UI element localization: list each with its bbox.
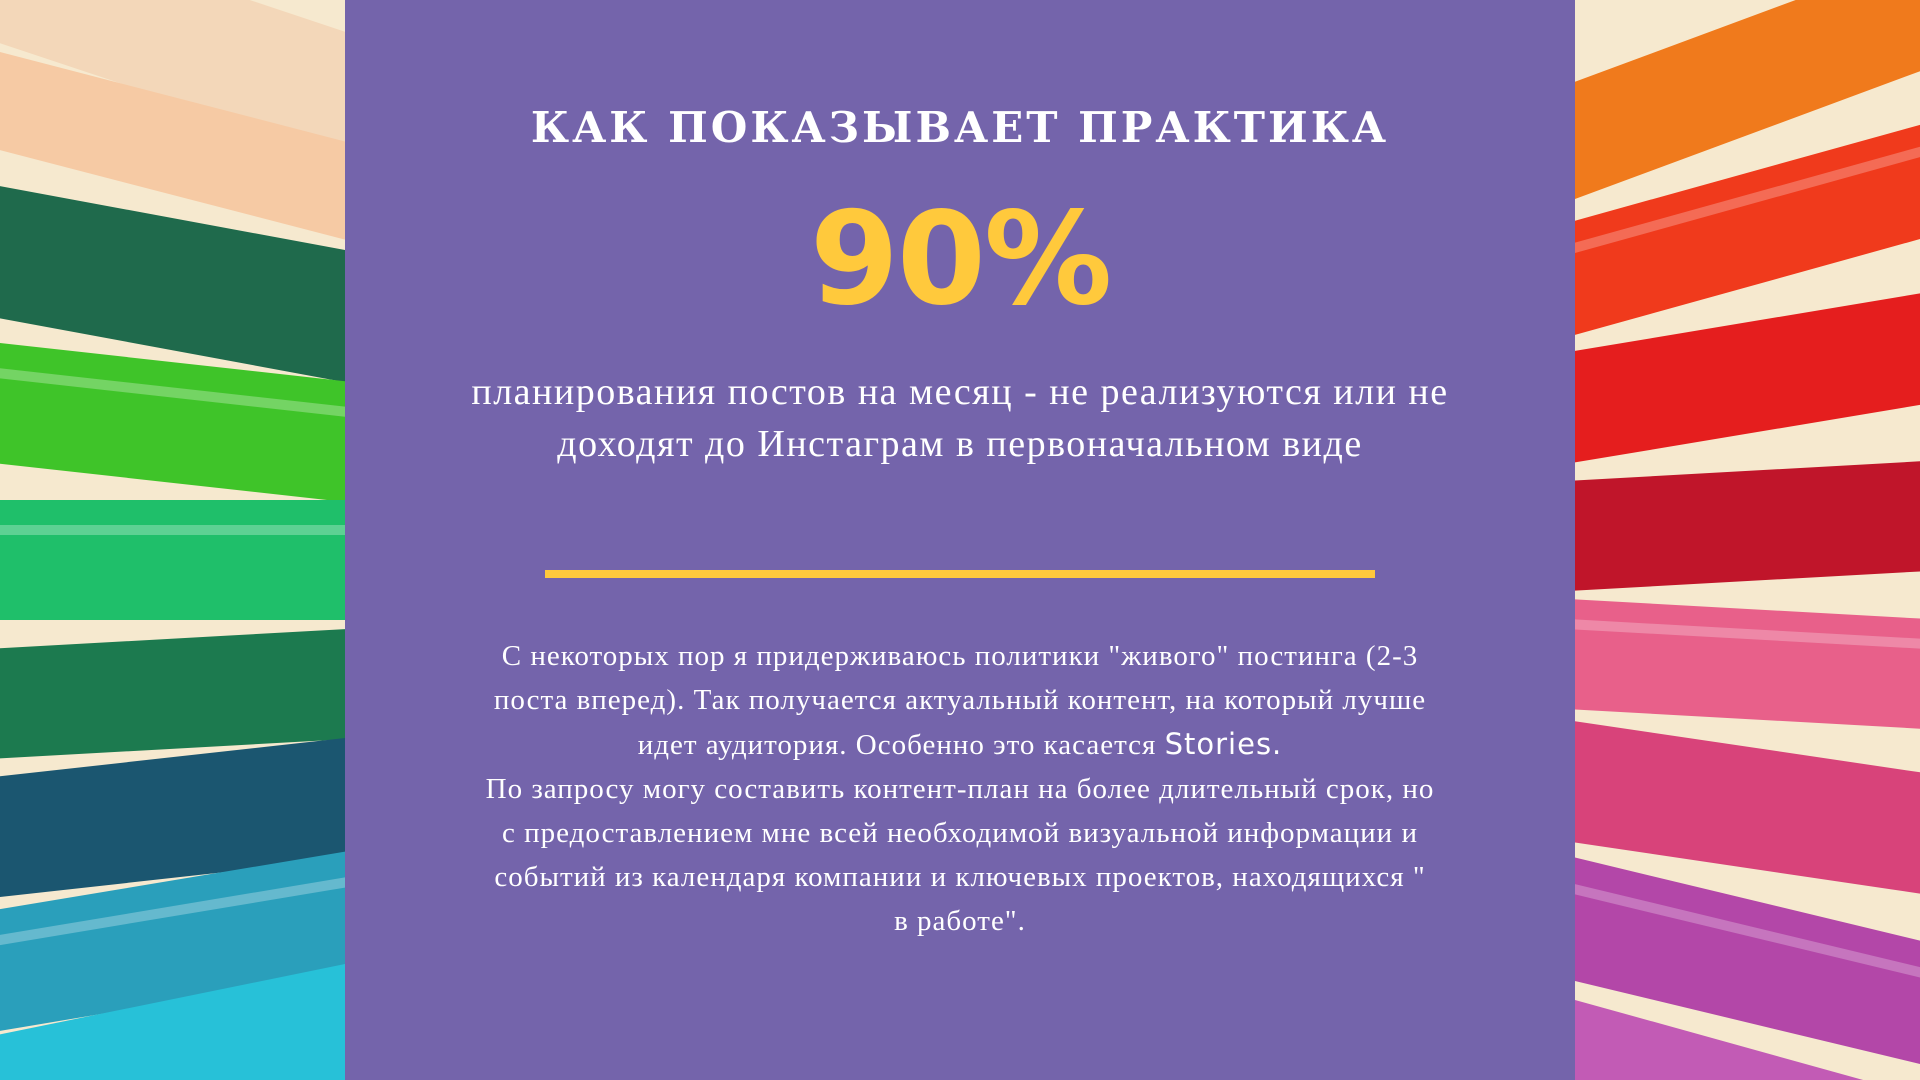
body-text <box>485 634 1435 943</box>
stat-value: 90% <box>809 185 1111 334</box>
colored-pencils-image-right <box>1575 0 1920 1080</box>
divider-line <box>545 570 1375 578</box>
content-panel <box>345 0 1575 1080</box>
colored-pencils-image-left <box>0 0 345 1080</box>
paragraph-content-plan: По запросу могу составить контент-план на более длительный срок, но с предоставлением мне всей необходимой визуальной информации и событий из календаря компании и ключевых проектов, находящихся " в работе". <box>485 773 1435 937</box>
stories-word: Stories. <box>1164 727 1283 761</box>
paragraph-live-posting <box>485 634 1435 767</box>
paragraph-live-posting-text: С некоторых пор я придерживаюсь политики "живого" постинга (2-3 поста вперед). Так получается актуальный контент, на который лучше идет аудитория. Особенно это касается <box>493 640 1427 761</box>
stat-caption: планирования постов на месяц - не реализуются или не доходят до Инстаграм в первоначальном виде <box>471 371 1449 465</box>
slide-heading: КАК ПОКАЗЫВАЕТ ПРАКТИКА <box>530 103 1390 152</box>
